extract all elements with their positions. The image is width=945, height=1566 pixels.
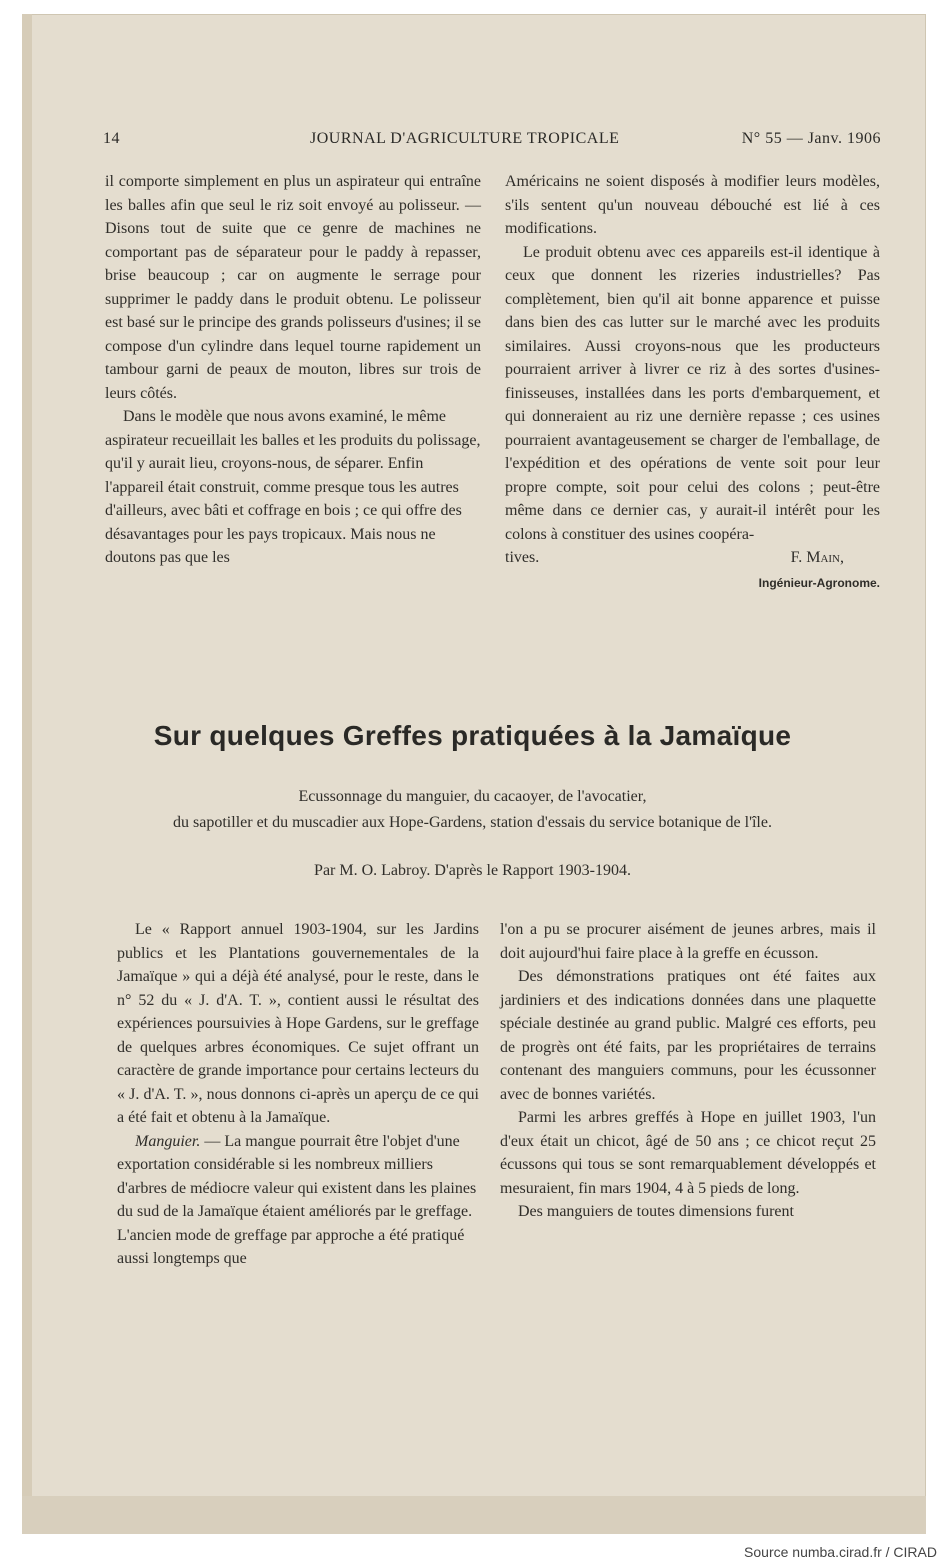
running-header	[103, 130, 881, 152]
paragraph: Le « Rapport annuel 1903-1904, sur les Jardins publics et les Plantations gouvernementales de la Jamaïque » qui a déjà été analysé, pour le reste, dans le n° 52 du « J. d'A. T. », contient aussi le résultat des expériences poursuivies à Hope Gardens, sur le greffage de quelques arbres économiques. Ce sujet offrant un caractère de grande importance pour certains lecteurs du « J. d'A. T. », nous donnons ci-après un aperçu de ce qui a été fait et obtenu à la Jamaïque.	[117, 921, 479, 1126]
last-word: tives.	[505, 549, 540, 566]
paper-bottom-fold	[22, 1496, 926, 1534]
paragraph: Dans le modèle que nous avons examiné, le même aspirateur recueillait les balles et les produits du polissage, qu'il y aurait lieu, croyons-nous, de séparer. Enfin l'appareil était construit, comme presque tous les autres d'ailleurs, avec bâti et coffrage en bois ; ce qui offre des désavantages pour les pays tropicaux. Mais nous ne doutons pas que les	[105, 408, 481, 566]
paragraph: Parmi les arbres greffés à Hope en juillet 1903, l'un d'eux était un chicot, âgé de 50 ans ; ce chicot reçut 25 écussons qui tous se sont remarquablement développés et mesuraient, fin mars 1904, 4 à 5 pieds de long.	[500, 1109, 876, 1197]
top-right-column	[505, 170, 880, 595]
article-subtitle-2: du sapotiller et du muscadier aux Hope-Gardens, station d'essais du service botanique de l'île.	[173, 814, 772, 831]
bottom-right-column	[500, 918, 876, 1224]
paragraph: Américains ne soient disposés à modifier leurs modèles, s'ils sentent qu'un nouveau débouché est lié à ces modifications.	[505, 173, 880, 237]
author-signature: F. Main,	[790, 549, 844, 566]
article-byline: Par M. O. Labroy. D'après le Rapport 1903-1904.	[314, 862, 631, 879]
paragraph: il comporte simplement en plus un aspirateur qui entraîne les balles afin que seul le riz soit envoyé au polisseur. — Disons tout de suite que ce genre de machines ne comportant pas de séparateur pour le paddy à repasser, brise beaucoup ; car on augmente le serrage pour supprimer le paddy dans le produit obtenu. Le polisseur est basé sur le principe des grands polisseurs d'usines; il se compose d'un cylindre dans lequel tourne rapidement un tambour garni de peaux de mouton, libres sur trois de leurs côtés.	[105, 173, 481, 402]
paper-edge	[22, 14, 32, 1534]
author-role: Ingénieur-Agronome.	[758, 575, 880, 590]
top-left-column	[105, 170, 481, 570]
paragraph: Des démonstrations pratiques ont été faites aux jardiniers et des indications données dans une plaquette spéciale destinée au grand public. Malgré ces efforts, peu de progrès ont été faits, par les propriétaires de terrains contenant des manguiers communs, pour les écussonner avec de bonnes variétés.	[500, 968, 876, 1103]
page-number: 14	[103, 130, 120, 147]
paragraph: Manguier. — La mangue pourrait être l'objet d'une exportation considérable si les nombreux milliers d'arbres de médiocre valeur qui existent dans les plaines du sud de la Jamaïque étaient améliorés par le greffage. L'ancien mode de greffage par approche a été pratiqué aussi longtemps que	[117, 1132, 477, 1267]
paragraph: l'on a pu se procurer aisément de jeunes arbres, mais il doit aujourd'hui faire place à la greffe en écusson.	[500, 921, 876, 962]
article-title: Sur quelques Greffes pratiquées à la Jamaïque	[153, 720, 792, 751]
paragraph: Le produit obtenu avec ces appareils est-il identique à ceux que donnent les rizeries industrielles? Pas complètement, bien qu'il ait bonne apparence et puisse dans bien des cas lutter sur le marché avec les produits similaires. Aussi croyons-nous que les producteurs pourraient arriver à livrer ce riz à des sortes d'usines-finisseuses, installées dans les ports d'embarquement, et qui donneraient au riz une dernière repasse ; ces usines pourraient avantageusement se charger de l'emballage, de l'expédition et des opérations de vente soit pour leur propre compte, soit pour celui des colons ; peut-être même dans ce dernier cas, y aurait-il intérêt pour les colons à constituer des usines coopéra-	[505, 243, 880, 543]
signature-line	[505, 546, 880, 570]
paragraph: Des manguiers de toutes dimensions furent	[518, 1203, 794, 1220]
issue-info: N° 55 — Janv. 1906	[741, 130, 881, 147]
section-lead: Manguier.	[135, 1132, 201, 1150]
source-credit: Source numba.cirad.fr / CIRAD	[744, 1544, 937, 1560]
article-subtitle-1: Ecussonnage du manguier, du cacaoyer, de l'avocatier,	[298, 788, 647, 805]
bottom-left-column	[117, 918, 479, 1271]
journal-title: JOURNAL D'AGRICULTURE TROPICALE	[310, 130, 620, 147]
